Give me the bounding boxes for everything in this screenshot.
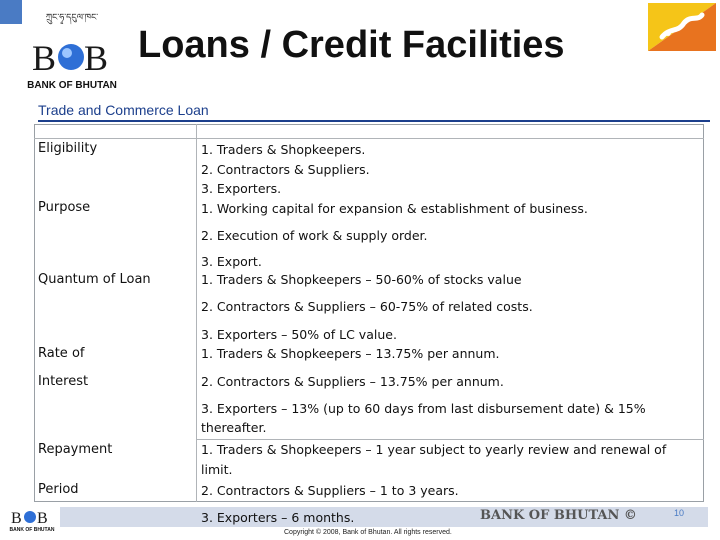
logo-text: BANK OF BHUTAN xyxy=(27,80,117,91)
eligibility-line: 2. Contractors & Suppliers. xyxy=(201,162,370,177)
row-divider xyxy=(196,439,704,440)
purpose-line: 3. Export. xyxy=(201,254,262,269)
rate-line: 3. Exporters – 13% (up to 60 days from last disbursement date) & 15% xyxy=(201,401,646,416)
label-interest: Interest xyxy=(38,374,89,389)
page-title: Loans / Credit Facilities xyxy=(138,24,565,66)
label-quantum-of-loan: Quantum of Loan xyxy=(38,272,151,287)
row-divider xyxy=(34,138,704,139)
label-repayment: Repayment xyxy=(38,442,113,457)
repayment-line: 2. Contractors & Suppliers – 1 to 3 years. xyxy=(201,483,459,498)
rate-line: 2. Contractors & Suppliers – 13.75% per annum. xyxy=(201,374,504,389)
label-eligibility: Eligibility xyxy=(38,141,98,156)
eligibility-line: 3. Exporters. xyxy=(201,181,282,196)
repayment-line: limit. xyxy=(201,462,233,477)
rate-line: thereafter. xyxy=(201,420,267,435)
corner-accent xyxy=(0,0,22,24)
purpose-line: 1. Working capital for expansion & establishment of business. xyxy=(201,201,588,216)
section-subtitle: Trade and Commerce Loan xyxy=(38,102,209,118)
footer-logo-text: BANK OF BHUTAN xyxy=(9,527,55,533)
label-purpose: Purpose xyxy=(38,200,91,215)
svg-text:B: B xyxy=(11,510,22,527)
logo-script: ཀྲུང་ཧྭ་དངུལ་ཁང་ xyxy=(45,13,99,23)
eligibility-line: 1. Traders & Shopkeepers. xyxy=(201,142,366,157)
divider xyxy=(38,120,710,122)
quantum-line: 3. Exporters – 50% of LC value. xyxy=(201,327,397,342)
svg-text:B: B xyxy=(84,38,109,78)
purpose-line: 2. Execution of work & supply order. xyxy=(201,228,428,243)
footer-logo xyxy=(8,503,56,533)
repayment-line: 1. Traders & Shopkeepers – 1 year subject to yearly review and renewal of xyxy=(201,442,667,457)
column-divider xyxy=(196,124,197,502)
copyright-notice: Copyright © 2008, Bank of Bhutan. All rights reserved. xyxy=(284,529,452,536)
repayment-line: 3. Exporters – 6 months. xyxy=(201,510,355,525)
quantum-line: 1. Traders & Shopkeepers – 50-60% of stocks value xyxy=(201,272,522,287)
quantum-line: 2. Contractors & Suppliers – 60-75% of related costs. xyxy=(201,299,533,314)
label-period: Period xyxy=(38,482,79,497)
svg-text:B: B xyxy=(32,38,57,78)
bank-logo xyxy=(22,6,122,96)
svg-text:B: B xyxy=(37,510,48,527)
rate-line: 1. Traders & Shopkeepers – 13.75% per annum. xyxy=(201,346,500,361)
label-rate-of: Rate of xyxy=(38,346,85,361)
page-number: 10 xyxy=(674,508,685,518)
footer-brand: BANK OF BHUTAN © xyxy=(480,508,637,523)
bhutan-flag-icon xyxy=(648,3,716,51)
